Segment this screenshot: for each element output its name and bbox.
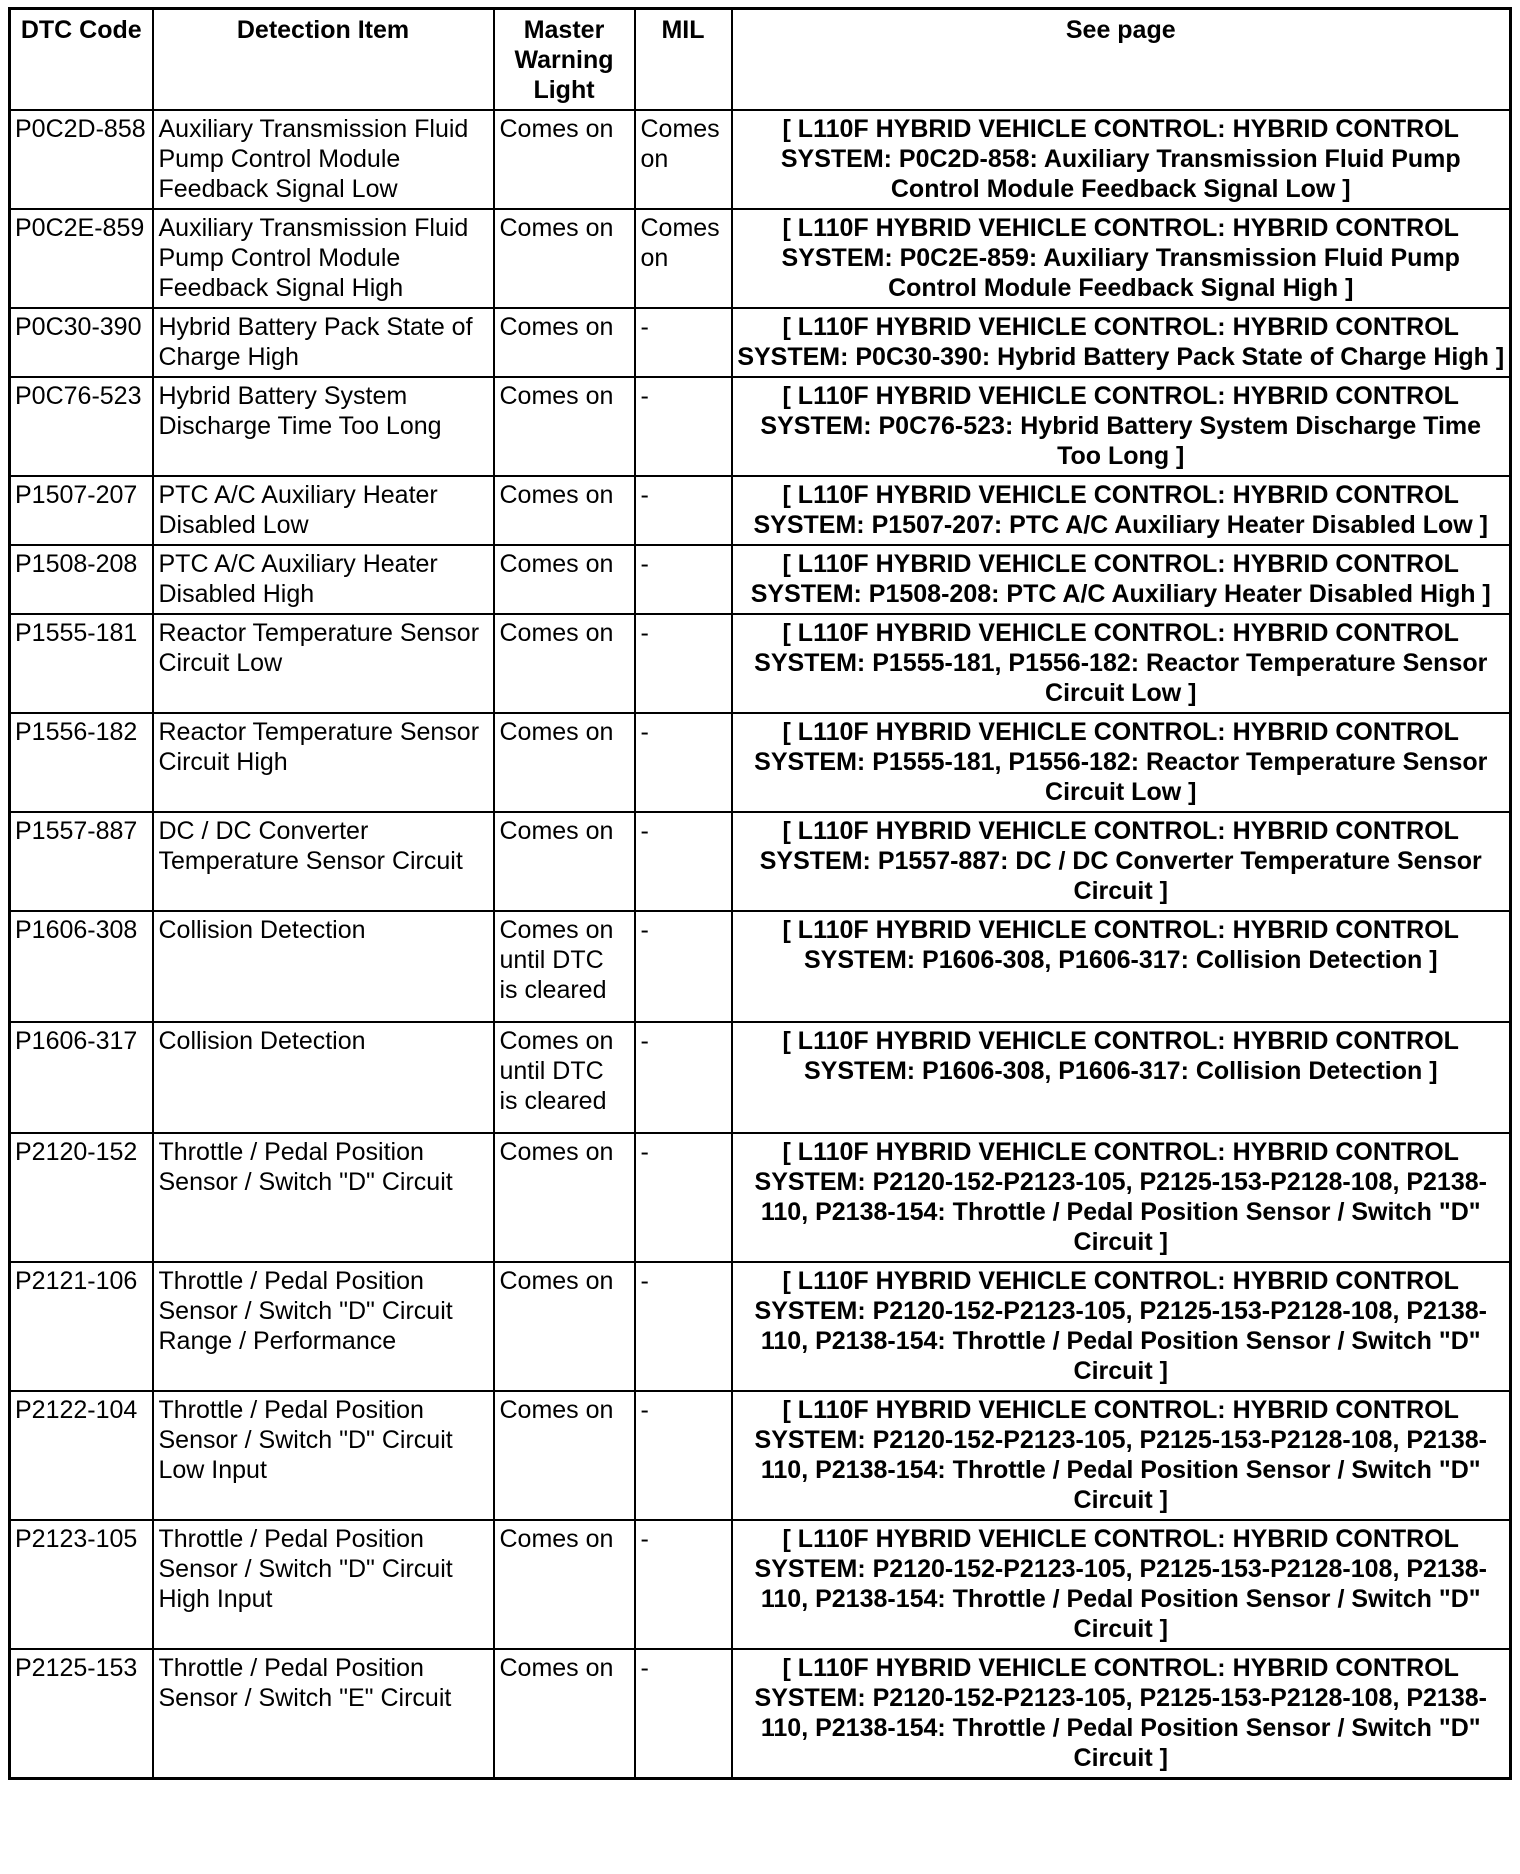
dtc-code-cell: P2122-104 bbox=[10, 1391, 153, 1520]
mil-cell: - bbox=[635, 812, 732, 911]
master-warning-light-cell: Comes on bbox=[494, 713, 635, 812]
mil-cell: - bbox=[635, 476, 732, 545]
master-warning-light-cell: Comes on bbox=[494, 812, 635, 911]
detection-item-cell: Reactor Temperature Sensor Circuit High bbox=[153, 713, 494, 812]
table-row bbox=[10, 1262, 1511, 1391]
table-body bbox=[10, 110, 1511, 1779]
mil-cell: Comes on bbox=[635, 209, 732, 308]
see-page-link[interactable]: [ L110F HYBRID VEHICLE CONTROL: HYBRID CONTROL SYSTEM: P0C2E-859: Auxiliary Transmission Fluid Pump Control Module Feedback Signal High ] bbox=[732, 209, 1511, 308]
detection-item-cell: Throttle / Pedal Position Sensor / Switch "E" Circuit bbox=[153, 1649, 494, 1779]
dtc-code-cell: P1557-887 bbox=[10, 812, 153, 911]
dtc-code-cell: P2123-105 bbox=[10, 1520, 153, 1649]
see-page-link[interactable]: [ L110F HYBRID VEHICLE CONTROL: HYBRID CONTROL SYSTEM: P0C2D-858: Auxiliary Transmission Fluid Pump Control Module Feedback Signal Low ] bbox=[732, 110, 1511, 209]
table-row bbox=[10, 308, 1511, 377]
master-warning-light-cell: Comes on until DTC is cleared bbox=[494, 1022, 635, 1133]
dtc-code-cell: P1556-182 bbox=[10, 713, 153, 812]
master-warning-light-cell: Comes on bbox=[494, 209, 635, 308]
master-warning-light-cell: Comes on bbox=[494, 308, 635, 377]
dtc-code-cell: P2120-152 bbox=[10, 1133, 153, 1262]
see-page-link[interactable]: [ L110F HYBRID VEHICLE CONTROL: HYBRID CONTROL SYSTEM: P0C76-523: Hybrid Battery System Discharge Time Too Long ] bbox=[732, 377, 1511, 476]
table-row bbox=[10, 110, 1511, 209]
detection-item-cell: Reactor Temperature Sensor Circuit Low bbox=[153, 614, 494, 713]
mil-cell: - bbox=[635, 1022, 732, 1133]
table-row bbox=[10, 545, 1511, 614]
table-row bbox=[10, 1520, 1511, 1649]
see-page-link[interactable]: [ L110F HYBRID VEHICLE CONTROL: HYBRID CONTROL SYSTEM: P1606-308, P1606-317: Collision Detection ] bbox=[732, 1022, 1511, 1133]
dtc-code-cell: P1507-207 bbox=[10, 476, 153, 545]
table-header-row bbox=[10, 9, 1511, 111]
header-see-page: See page bbox=[732, 9, 1511, 111]
mil-cell: - bbox=[635, 1262, 732, 1391]
master-warning-light-cell: Comes on bbox=[494, 110, 635, 209]
see-page-link[interactable]: [ L110F HYBRID VEHICLE CONTROL: HYBRID CONTROL SYSTEM: P1555-181, P1556-182: Reactor Temperature Sensor Circuit Low ] bbox=[732, 614, 1511, 713]
detection-item-cell: Hybrid Battery Pack State of Charge High bbox=[153, 308, 494, 377]
dtc-code-cell: P0C2E-859 bbox=[10, 209, 153, 308]
dtc-code-cell: P0C2D-858 bbox=[10, 110, 153, 209]
dtc-code-cell: P0C30-390 bbox=[10, 308, 153, 377]
dtc-document bbox=[8, 7, 1509, 1780]
header-mil: MIL bbox=[635, 9, 732, 111]
see-page-link[interactable]: [ L110F HYBRID VEHICLE CONTROL: HYBRID CONTROL SYSTEM: P0C30-390: Hybrid Battery Pack State of Charge High ] bbox=[732, 308, 1511, 377]
table-row bbox=[10, 911, 1511, 1022]
table-row bbox=[10, 1649, 1511, 1779]
mil-cell: - bbox=[635, 1649, 732, 1779]
master-warning-light-cell: Comes on until DTC is cleared bbox=[494, 911, 635, 1022]
table-row bbox=[10, 1022, 1511, 1133]
see-page-link[interactable]: [ L110F HYBRID VEHICLE CONTROL: HYBRID CONTROL SYSTEM: P2120-152-P2123-105, P2125-153-P2128-108, P2138-110, P2138-154: Throttle / Pedal Position Sensor / Switch "D" Circuit ] bbox=[732, 1133, 1511, 1262]
detection-item-cell: PTC A/C Auxiliary Heater Disabled High bbox=[153, 545, 494, 614]
master-warning-light-cell: Comes on bbox=[494, 1391, 635, 1520]
table-row bbox=[10, 812, 1511, 911]
table-row bbox=[10, 1133, 1511, 1262]
detection-item-cell: Throttle / Pedal Position Sensor / Switch "D" Circuit Range / Performance bbox=[153, 1262, 494, 1391]
dtc-code-cell: P1508-208 bbox=[10, 545, 153, 614]
detection-item-cell: Throttle / Pedal Position Sensor / Switch "D" Circuit Low Input bbox=[153, 1391, 494, 1520]
mil-cell: - bbox=[635, 1391, 732, 1520]
master-warning-light-cell: Comes on bbox=[494, 476, 635, 545]
see-page-link[interactable]: [ L110F HYBRID VEHICLE CONTROL: HYBRID CONTROL SYSTEM: P1606-308, P1606-317: Collision Detection ] bbox=[732, 911, 1511, 1022]
see-page-link[interactable]: [ L110F HYBRID VEHICLE CONTROL: HYBRID CONTROL SYSTEM: P1557-887: DC / DC Converter Temperature Sensor Circuit ] bbox=[732, 812, 1511, 911]
detection-item-cell: Throttle / Pedal Position Sensor / Switch "D" Circuit bbox=[153, 1133, 494, 1262]
mil-cell: - bbox=[635, 308, 732, 377]
see-page-link[interactable]: [ L110F HYBRID VEHICLE CONTROL: HYBRID CONTROL SYSTEM: P1507-207: PTC A/C Auxiliary Heater Disabled Low ] bbox=[732, 476, 1511, 545]
header-master-warning-light: Master Warning Light bbox=[494, 9, 635, 111]
mil-cell: - bbox=[635, 1133, 732, 1262]
detection-item-cell: Collision Detection bbox=[153, 1022, 494, 1133]
table-row bbox=[10, 377, 1511, 476]
master-warning-light-cell: Comes on bbox=[494, 614, 635, 713]
master-warning-light-cell: Comes on bbox=[494, 1262, 635, 1391]
mil-cell: - bbox=[635, 713, 732, 812]
dtc-code-cell: P1606-317 bbox=[10, 1022, 153, 1133]
mil-cell: - bbox=[635, 911, 732, 1022]
mil-cell: Comes on bbox=[635, 110, 732, 209]
header-detection-item: Detection Item bbox=[153, 9, 494, 111]
dtc-code-cell: P1606-308 bbox=[10, 911, 153, 1022]
detection-item-cell: PTC A/C Auxiliary Heater Disabled Low bbox=[153, 476, 494, 545]
detection-item-cell: Auxiliary Transmission Fluid Pump Control Module Feedback Signal High bbox=[153, 209, 494, 308]
table-row bbox=[10, 614, 1511, 713]
dtc-code-cell: P2125-153 bbox=[10, 1649, 153, 1779]
table-row bbox=[10, 713, 1511, 812]
dtc-code-cell: P0C76-523 bbox=[10, 377, 153, 476]
see-page-link[interactable]: [ L110F HYBRID VEHICLE CONTROL: HYBRID CONTROL SYSTEM: P2120-152-P2123-105, P2125-153-P2128-108, P2138-110, P2138-154: Throttle / Pedal Position Sensor / Switch "D" Circuit ] bbox=[732, 1391, 1511, 1520]
detection-item-cell: Auxiliary Transmission Fluid Pump Control Module Feedback Signal Low bbox=[153, 110, 494, 209]
master-warning-light-cell: Comes on bbox=[494, 545, 635, 614]
dtc-code-cell: P1555-181 bbox=[10, 614, 153, 713]
master-warning-light-cell: Comes on bbox=[494, 377, 635, 476]
master-warning-light-cell: Comes on bbox=[494, 1649, 635, 1779]
see-page-link[interactable]: [ L110F HYBRID VEHICLE CONTROL: HYBRID CONTROL SYSTEM: P2120-152-P2123-105, P2125-153-P2128-108, P2138-110, P2138-154: Throttle / Pedal Position Sensor / Switch "D" Circuit ] bbox=[732, 1649, 1511, 1779]
see-page-link[interactable]: [ L110F HYBRID VEHICLE CONTROL: HYBRID CONTROL SYSTEM: P1508-208: PTC A/C Auxiliary Heater Disabled High ] bbox=[732, 545, 1511, 614]
detection-item-cell: DC / DC Converter Temperature Sensor Circuit bbox=[153, 812, 494, 911]
master-warning-light-cell: Comes on bbox=[494, 1133, 635, 1262]
see-page-link[interactable]: [ L110F HYBRID VEHICLE CONTROL: HYBRID CONTROL SYSTEM: P2120-152-P2123-105, P2125-153-P2128-108, P2138-110, P2138-154: Throttle / Pedal Position Sensor / Switch "D" Circuit ] bbox=[732, 1262, 1511, 1391]
dtc-table bbox=[8, 7, 1512, 1780]
table-row bbox=[10, 476, 1511, 545]
mil-cell: - bbox=[635, 377, 732, 476]
see-page-link[interactable]: [ L110F HYBRID VEHICLE CONTROL: HYBRID CONTROL SYSTEM: P2120-152-P2123-105, P2125-153-P2128-108, P2138-110, P2138-154: Throttle / Pedal Position Sensor / Switch "D" Circuit ] bbox=[732, 1520, 1511, 1649]
table-row bbox=[10, 209, 1511, 308]
dtc-code-cell: P2121-106 bbox=[10, 1262, 153, 1391]
see-page-link[interactable]: [ L110F HYBRID VEHICLE CONTROL: HYBRID CONTROL SYSTEM: P1555-181, P1556-182: Reactor Temperature Sensor Circuit Low ] bbox=[732, 713, 1511, 812]
table-row bbox=[10, 1391, 1511, 1520]
mil-cell: - bbox=[635, 545, 732, 614]
mil-cell: - bbox=[635, 1520, 732, 1649]
detection-item-cell: Collision Detection bbox=[153, 911, 494, 1022]
master-warning-light-cell: Comes on bbox=[494, 1520, 635, 1649]
detection-item-cell: Hybrid Battery System Discharge Time Too Long bbox=[153, 377, 494, 476]
mil-cell: - bbox=[635, 614, 732, 713]
detection-item-cell: Throttle / Pedal Position Sensor / Switch "D" Circuit High Input bbox=[153, 1520, 494, 1649]
header-dtc-code: DTC Code bbox=[10, 9, 153, 111]
